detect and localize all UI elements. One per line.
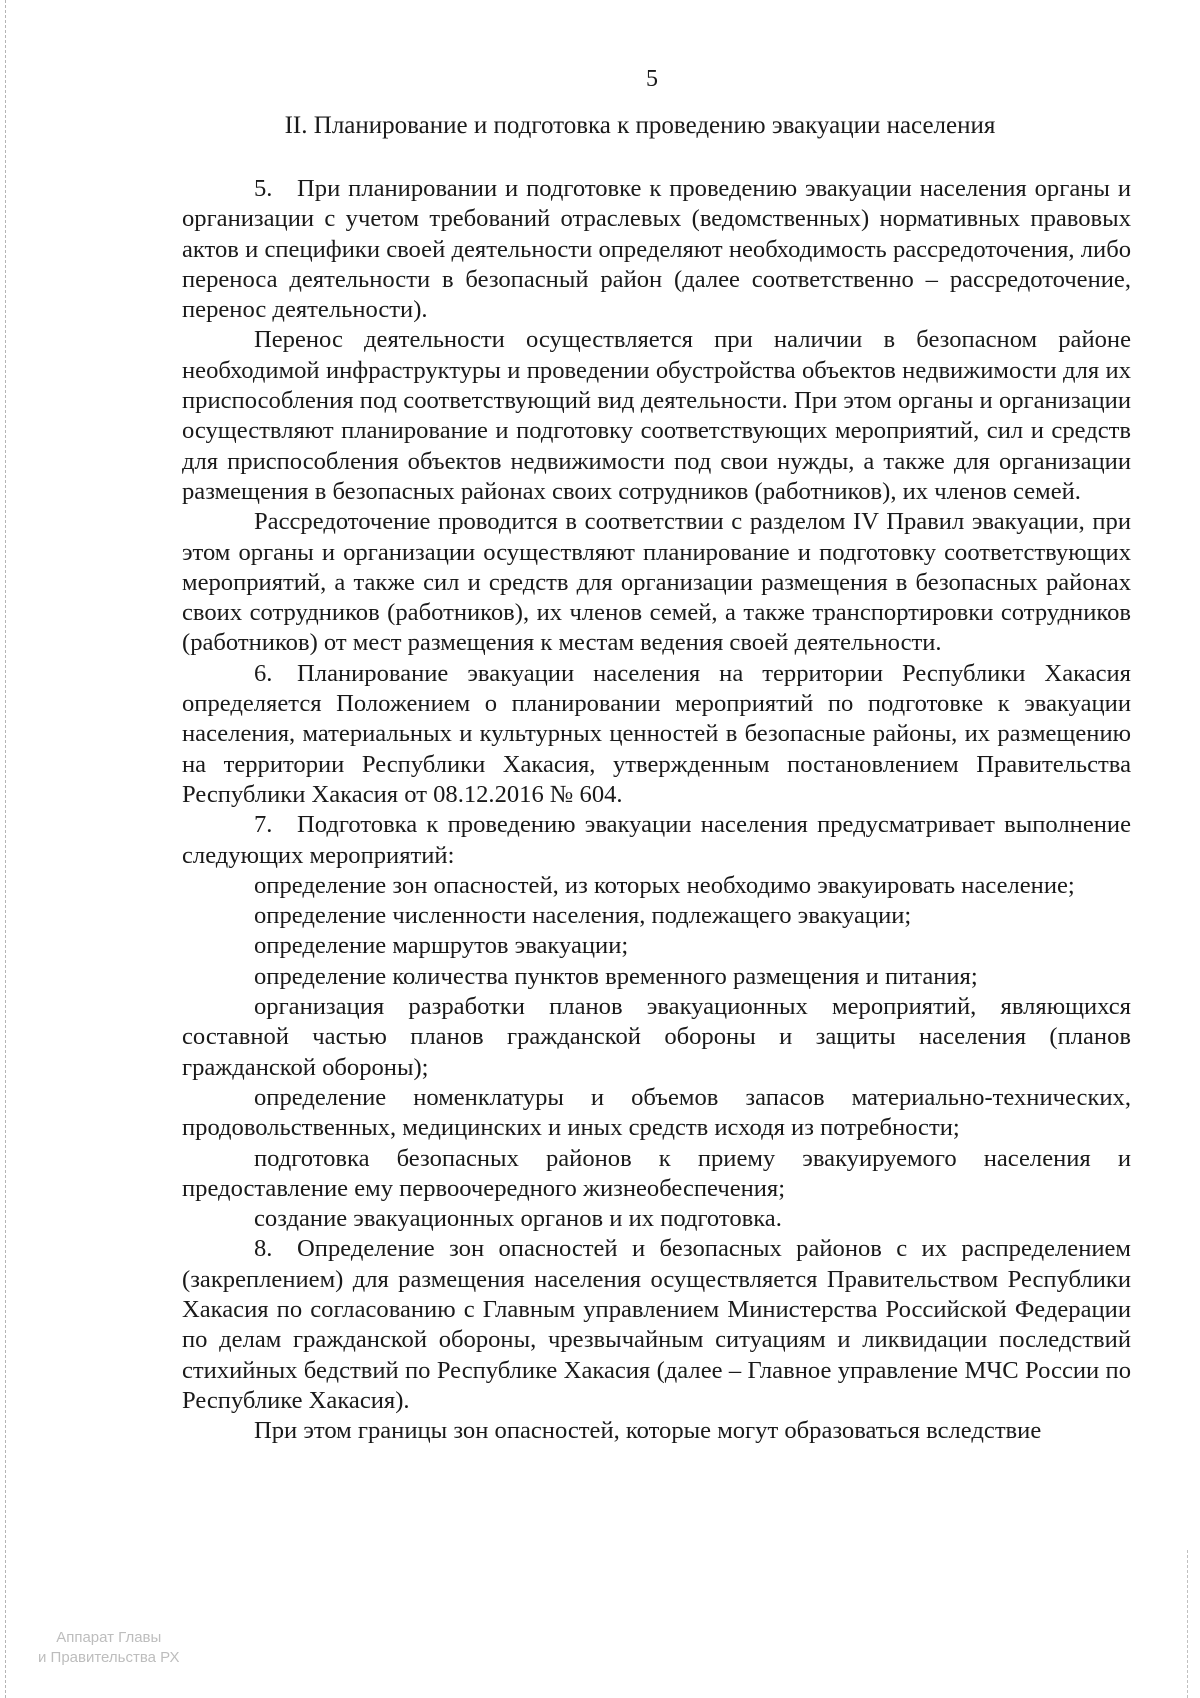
section-title: II. Планирование и подготовка к проведению эвакуации населения <box>284 112 996 139</box>
measure-item: подготовка безопасных районов к приему эвакуируемого населения и предоставление ему первоочередного жизнеобеспечения; <box>182 1144 1131 1202</box>
paragraph-boundaries: При этом границы зон опасностей, которые могут образоваться вследствие <box>254 1417 1042 1445</box>
measure-item: определение номенклатуры и объемов запасов материально-технических, продовольственных, медицинских и иных средств исходя из потребности; <box>182 1083 1131 1142</box>
stamp-line-2: и Правительства РХ <box>38 1649 180 1666</box>
page-edge-right <box>1187 1550 1188 1698</box>
paragraph-5: 5. При планировании и подготовке к проведению эвакуации населения органы и организации с учетом требований отраслевых (ведомственных) нормативных правовых актов и специфики своей деятельности определяют необходимость рассредоточения, либо переноса деятельности в безопасный район (далее соответственно – рассредоточение, перенос деятельности). <box>182 175 1131 324</box>
paragraph-relocation: Перенос деятельности осуществляется при наличии в безопасном районе необходимой инфраструктуры и проведении обустройства объектов недвижимости для их приспособления под соответствующий вид деятельности. При этом органы и организации осуществляют планирование и подготовку соответствующих мероприятий, сил и средств для приспособления объектов недвижимости под свои нужды, а также для организации размещения в безопасных районах своих сотрудников (работников), их членов семей. <box>182 326 1131 505</box>
measure-item: определение численности населения, подлежащего эвакуации; <box>254 902 912 930</box>
measure-item: организация разработки планов эвакуационных мероприятий, являющихся составной частью планов гражданской обороны и защиты населения (планов гражданской обороны); <box>182 993 1131 1081</box>
page-edge-left <box>5 0 6 1698</box>
paragraph-dispersal: Рассредоточение проводится в соответствии с разделом IV Правил эвакуации, при этом органы и организации осуществляют планирование и подготовку соответствующих мероприятий, а также сил и средств для организации размещения в безопасных районах своих сотрудников (работников), их членов семей, а также транспортировки сотрудников (работников) от мест размещения к местам ведения своей деятельности. <box>182 508 1131 657</box>
page-number: 5 <box>646 66 658 92</box>
document-body <box>182 174 1131 1446</box>
paragraph-6: 6. Планирование эвакуации населения на территории Республики Хакасия определяется Положением о планировании мероприятий по подготовке к эвакуации населения, материальных и культурных ценностей в безопасные районы, их размещению на территории Республики Хакасия, утвержденным постановлением Правительства Республики Хакасия от 08.12.2016 № 604. <box>182 659 1131 808</box>
measure-item: определение маршрутов эвакуации; <box>254 932 629 960</box>
measure-item: создание эвакуационных органов и их подготовка. <box>254 1205 782 1233</box>
stamp-line-1: Аппарат Главы <box>56 1629 162 1646</box>
paragraph-7: 7. Подготовка к проведению эвакуации населения предусматривает выполнение следующих мероприятий: <box>182 811 1131 869</box>
stamp <box>38 1628 180 1668</box>
paragraph-8: 8. Определение зон опасностей и безопасных районов с их распределением (закреплением) для размещения населения осуществляется Правительством Республики Хакасия по согласованию с Главным управлением Министерства Российской Федерации по делам гражданской обороны, чрезвычайным ситуациям и ликвидации последствий стихийных бедствий по Республике Хакасия (далее – Главное управление МЧС России по Республике Хакасия). <box>182 1235 1131 1414</box>
measure-item: определение зон опасностей, из которых необходимо эвакуировать население; <box>254 871 1075 899</box>
measure-item: определение количества пунктов временного размещения и питания; <box>254 962 978 990</box>
